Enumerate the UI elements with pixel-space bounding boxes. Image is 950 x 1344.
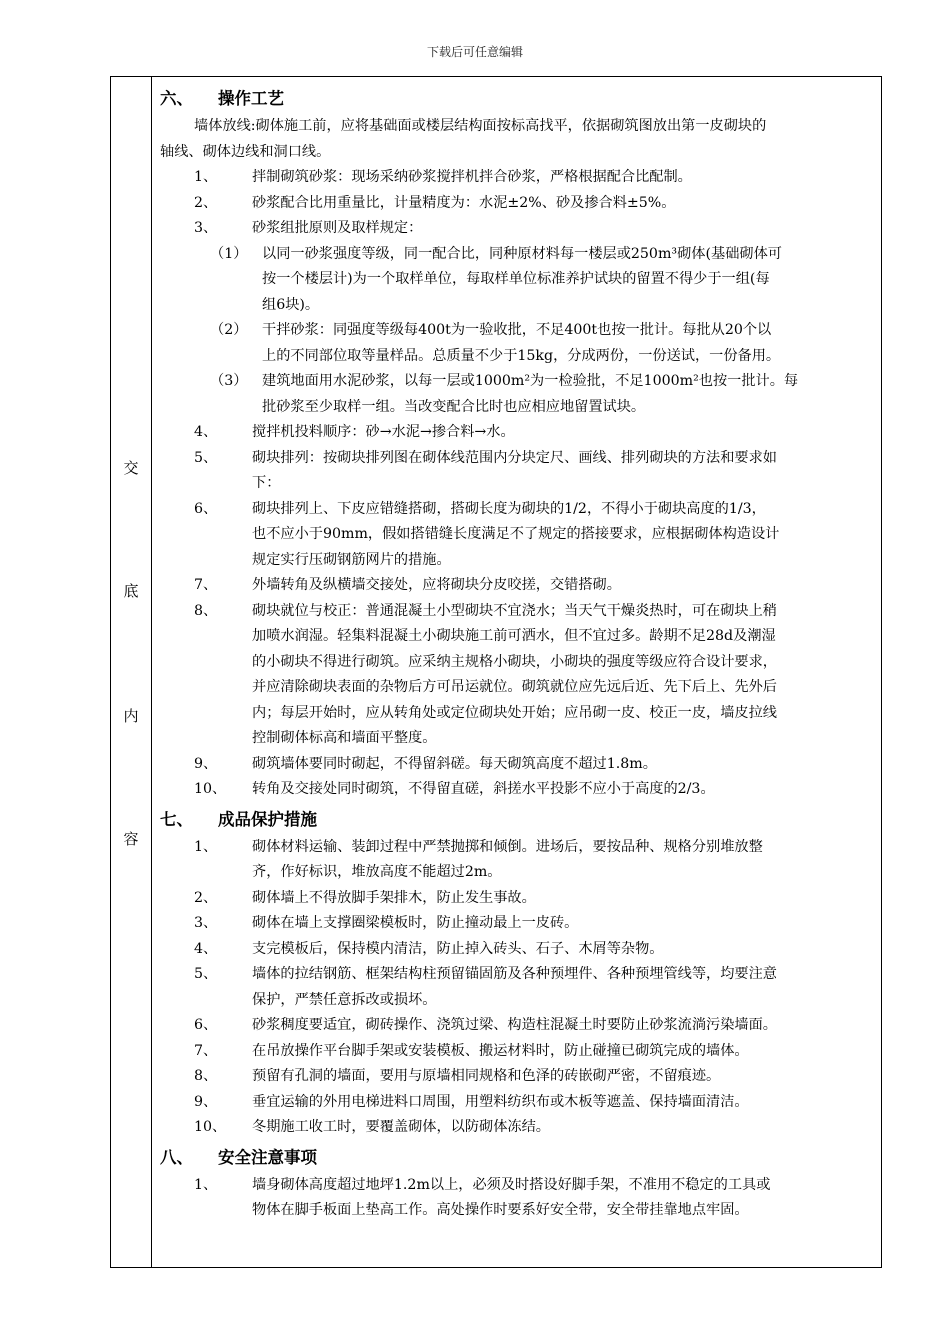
item-text: 墙身砌体高度超过地坪1.2m以上，必须及时搭设好脚手架，不准用不稳定的工具或: [252, 1176, 771, 1193]
item-text: 控制砌体标高和墙面平整度。: [252, 730, 437, 746]
item-text: 砌块排列上、下皮应错缝搭砌，搭砌长度为砌块的1/2，不得小于砌块高度的1/3，: [252, 500, 766, 517]
section-title: 安全注意事项: [218, 1147, 317, 1167]
item-text: 砌块就位与校正：普通混凝土小型砌块不宜浇水；当天气干燥炎热时，可在砌块上稍: [252, 602, 777, 619]
sub-item-number: （1）: [210, 245, 248, 262]
list-item: [154, 1039, 878, 1065]
section-number: 七、: [160, 809, 193, 829]
item-text: 垂宜运输的外用电梯进料口周围，用塑料纺织布或木板等遮盖、保持墙面清洁。: [252, 1093, 749, 1110]
side-label-char: 交: [123, 459, 139, 477]
sub-item-number: （3）: [210, 373, 248, 389]
item-text: 支完模板后，保持模内清洁，防止掉入砖头、石子、木屑等杂物。: [252, 940, 664, 957]
item-number: 3、: [194, 915, 218, 931]
sub-item-text: 批砂浆至少取样一组。当改变配合比时也应相应地留置试块。: [262, 398, 646, 415]
item-number: 6、: [194, 500, 218, 517]
item-text: 砌筑墙体要同时砌起，不得留斜磋。每天砌筑高度不超过1.8m。: [252, 755, 657, 772]
section-number: 八、: [160, 1147, 193, 1167]
sub-item-text: 建筑地面用水泥砂浆，以每一层或1000m²为一检验批，不足1000m²也按一批计。每: [262, 373, 799, 389]
section-title: 成品保护措施: [218, 809, 317, 829]
list-item: [154, 599, 878, 625]
item-number: 10、: [194, 1119, 227, 1135]
page-header: 下载后可任意编辑: [426, 45, 523, 59]
item-text: 规定实行压砌钢筋网片的措施。: [252, 551, 451, 568]
item-text: 砂浆配合比用重量比，计量精度为：水泥±2%、砂及掺合料±5%。: [252, 194, 676, 211]
side-label-char: 容: [123, 830, 139, 848]
item-text: 加喷水润湿。轻集料混凝土小砌块施工前可洒水，但不宜过多。龄期不足28d及潮湿: [252, 628, 776, 644]
paragraph-line: 轴线、砌体边线和洞口线。: [160, 143, 331, 160]
list-item: [154, 497, 878, 523]
item-number: 7、: [194, 577, 218, 593]
sub-item: [154, 318, 878, 344]
item-text: 砌体在墙上支撑圈梁模板时，防止撞动最上一皮砖。: [252, 915, 579, 931]
item-number: 4、: [194, 940, 218, 957]
list-item: [154, 835, 878, 861]
sub-item-text: 干拌砂浆：同强度等级每400t为一验收批，不足400t也按一批计。每批从20个以: [262, 322, 772, 338]
list-item: [154, 446, 878, 472]
section-heading: [154, 84, 878, 114]
item-text: 也不应小于90mm，假如搭错缝长度满足不了规定的搭接要求，应根据砌体构造设计: [252, 526, 780, 542]
item-text: 砂浆稠度要适宜，砌砖操作、浇筑过梁、构造柱混凝土时要防止砂浆流淌污染墙面。: [252, 1017, 777, 1033]
item-number: 1、: [194, 838, 218, 855]
list-item: [154, 911, 878, 937]
sub-item: [154, 369, 878, 395]
item-number: 2、: [194, 889, 218, 906]
item-text: 预留有孔洞的墙面，要用与原墙相同规格和色泽的砖嵌砌严密，不留痕迹。: [252, 1068, 721, 1084]
item-text: 砌体墙上不得放脚手架排木，防止发生事故。: [252, 889, 536, 906]
item-number: 6、: [194, 1017, 218, 1033]
item-text: 砌块排列：按砌块排列图在砌体线范围内分块定尺、画线、排列砌块的方法和要求如: [252, 449, 777, 466]
item-text: 砂浆组批原则及取样规定：: [252, 220, 423, 236]
side-label-char: 内: [123, 707, 139, 725]
sub-item-number: （2）: [210, 322, 248, 338]
item-text: 搅拌机投料顺序：砂→水泥→掺合料→水。: [252, 424, 515, 440]
list-item: [154, 752, 878, 778]
paragraph-line: 墙体放线:砌体施工前，应将基础面或楼层结构面按标高找平，依据砌筑图放出第一皮砌块的: [194, 118, 767, 134]
list-item: [154, 1090, 878, 1116]
section-heading: [154, 805, 878, 835]
item-number: 3、: [194, 220, 218, 236]
list-item: [154, 420, 878, 446]
sub-item-text: 组6块)。: [262, 296, 320, 313]
list-item: [154, 1115, 878, 1141]
sub-item-text: 按一个楼层计)为一个取样单位，每取样单位标准养护试块的留置不得少于一组(每: [262, 271, 770, 287]
item-text: 内；每层开始时，应从转角处或定位砌块处开始；应吊砌一皮、校正一皮，墙皮拉线: [252, 704, 777, 721]
item-number: 5、: [194, 449, 218, 466]
item-text: 保护，严禁任意拆改或损坏。: [252, 991, 437, 1008]
item-text: 冬期施工收工时，要覆盖砌体，以防砌体冻结。: [252, 1119, 550, 1135]
list-item: [154, 1064, 878, 1090]
item-number: 1、: [194, 1176, 218, 1193]
item-text: 物体在脚手板面上垫高工作。高处操作时要系好安全带，安全带挂靠地点牢固。: [252, 1202, 749, 1218]
sub-item-text: 以同一砂浆强度等级，同一配合比，同种原材料每一楼层或250m³砌体(基础砌体可: [262, 245, 782, 262]
list-item: [154, 1173, 878, 1199]
list-item: [154, 962, 878, 988]
item-text: 齐，作好标识，堆放高度不能超过2m。: [252, 864, 502, 880]
item-number: 4、: [194, 424, 218, 440]
item-text: 拌制砌筑砂浆：现场采纳砂浆搅拌机拌合砂浆，严格根据配合比配制。: [252, 169, 692, 185]
item-number: 7、: [194, 1042, 218, 1059]
section-number: 六、: [160, 89, 193, 108]
list-item: [154, 216, 878, 242]
list-item: [154, 573, 878, 599]
side-label-column: [111, 77, 152, 1267]
item-text: 下：: [252, 475, 281, 491]
list-item: [154, 1013, 878, 1039]
item-number: 8、: [194, 1068, 218, 1084]
item-number: 10、: [194, 781, 227, 797]
item-number: 1、: [194, 169, 218, 185]
item-number: 2、: [194, 194, 218, 211]
item-text: 的小砌块不得进行砌筑。应采纳主规格小砌块，小砌块的强度等级应符合设计要求，: [252, 653, 777, 670]
section-heading: [154, 1143, 878, 1173]
item-number: 9、: [194, 1093, 218, 1110]
sub-item-text: 上的不同部位取等量样品。总质量不少于15kg，分成两份，一份送试，一份备用。: [262, 347, 781, 364]
item-text: 转角及交接处同时砌筑，不得留直磋，斜搓水平投影不应小于高度的2/3。: [252, 781, 715, 797]
list-item: [154, 191, 878, 217]
section-title: 操作工艺: [218, 89, 284, 108]
item-number: 8、: [194, 602, 218, 619]
item-text: 并应清除砌块表面的杂物后方可吊运就位。砌筑就位应先远后近、先下后上、先外后: [252, 679, 777, 695]
side-label-char: 底: [123, 582, 139, 600]
item-text: 在吊放操作平台脚手架或安装模板、搬运材料时，防止碰撞已砌筑完成的墙体。: [252, 1042, 749, 1059]
document-content: [154, 84, 878, 1224]
list-item: [154, 937, 878, 963]
item-number: 9、: [194, 755, 218, 772]
list-item: [154, 165, 878, 191]
item-text: 外墙转角及纵横墙交接处，应将砌块分皮咬搓，交错搭砌。: [252, 577, 621, 593]
list-item: [154, 886, 878, 912]
list-item: [154, 777, 878, 803]
item-number: 5、: [194, 966, 218, 982]
item-text: 砌体材料运输、装卸过程中严禁抛掷和倾倒。进场后，要按品种、规格分别堆放整: [252, 838, 763, 855]
sub-item: [154, 242, 878, 268]
item-text: 墙体的拉结钢筋、框架结构柱预留锚固筋及各种预埋件、各种预埋管线等，均要注意: [252, 966, 777, 982]
